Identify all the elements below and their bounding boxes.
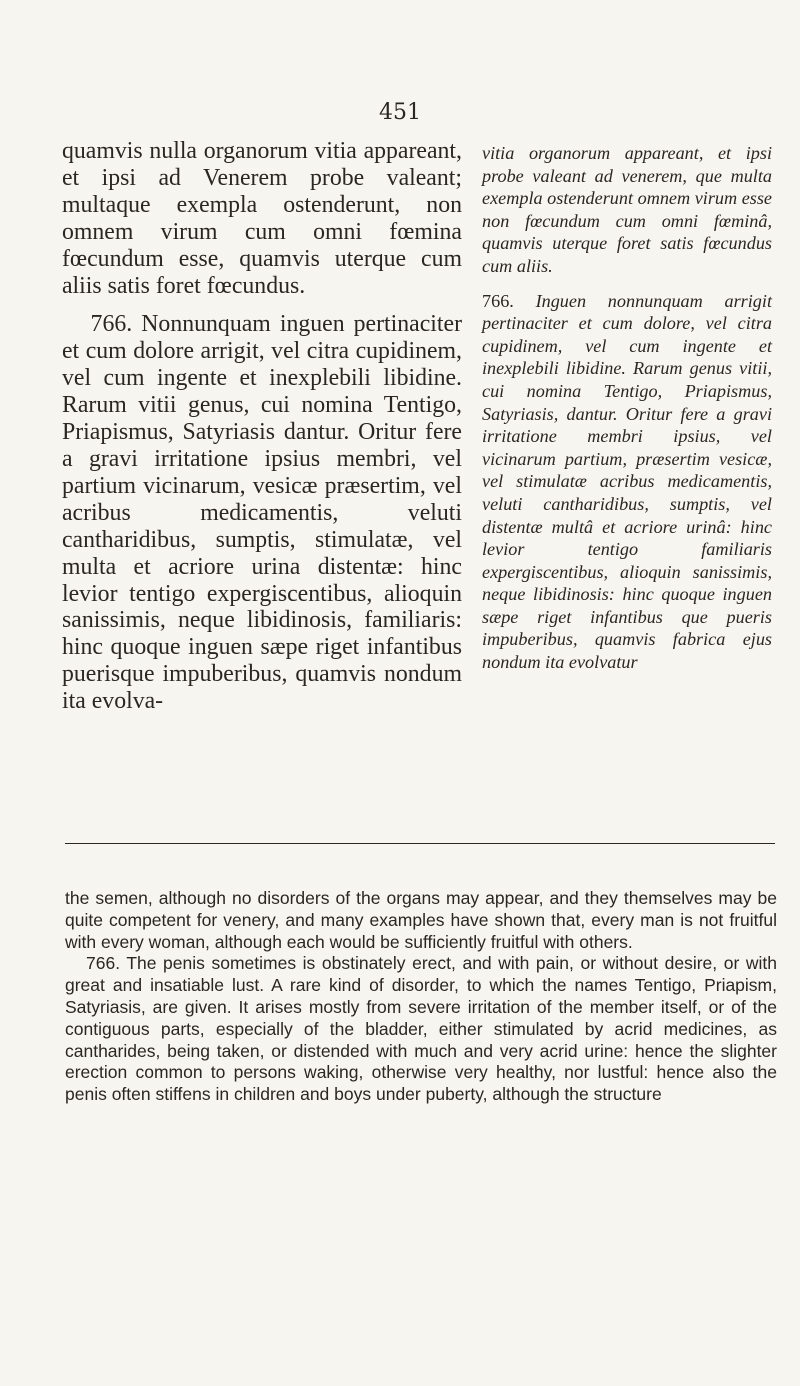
latin-main-section-766: 766. Nonnunquam inguen pertinaciter et cum dolore arrigit, vel citra cupidinem, vel cum ingente et inexplebili libidine. Rarum vitii genus, cui nomina Tentigo, Priapismus, Satyriasis dantur. Oritur fere a gravi irritatione ipsius membri, vel partium vicinarum, vesicæ præsertim, vel acribus medicamentis, veluti cantharidibus, sumptis, stimulatæ, vel multa et acriore urina distentæ: hinc levior tentigo expergiscentibus, alioquin sanissimis, neque libidinosis, familiaris: hinc quoque inguen sæpe riget infantibus puerisque impuberibus, quamvis nondum ita evolva- xyxy=(62,311,462,715)
footnote-divider xyxy=(65,843,775,844)
latin-ordo-section-766 xyxy=(482,290,772,674)
latin-main-column xyxy=(62,138,462,715)
page-number: 451 xyxy=(379,100,421,125)
translation-section-766: 766. The penis sometimes is obstinately erect, and with pain, or without desire, or with great and insatiable lust. A rare kind of disorder, to which the names Tentigo, Priapism, Satyriasis, are given. It arises mostly from severe irritation of the member itself, or of the contiguous parts, especially of the bladder, either stimulated by acrid medicines, as cantharides, being taken, or distended with much and very acrid urine: hence the slighter erection common to persons waking, otherwise very healthy, nor lustful: hence also the penis often stiffens in children and boys under puberty, although the structure xyxy=(65,953,777,1105)
latin-ordo-section-number: 766. xyxy=(482,290,514,311)
latin-ordo-intro: vitia organorum appareant, et ipsi probe valeant ad venerem, que multa exempla ostenderunt omnem virum esse non fœcundum cum omni fœminâ, quamvis uterque foret satis fœcundus cum aliis. xyxy=(482,143,772,276)
english-translation xyxy=(65,888,777,1106)
latin-ordo-section-text: Inguen nonnunquam arrigit pertinaciter et cum dolore, vel citra cupidinem, vel cum ingente et inexplebili libidine. Rarum genus vitii, cui nomina Tentigo, Priapismus, Satyriasis, dantur. Oritur fere a gravi irritatione membri ipsius, vel vicinarum partium, præsertim vesicæ, vel stimulatæ acribus medicamentis, veluti cantharidibus, sumptis, vel distentæ multâ et acriore urinâ: hinc levior tentigo familiaris expergiscentibus, alioquin sanissimis, neque libidinosis: hinc quoque inguen sæpe riget infantibus que pueris impuberibus, quamvis fabrica ejus nondum ita evolvatur xyxy=(482,290,772,673)
latin-main-intro: quamvis nulla organorum vitia appareant, et ipsi ad Venerem probe valeant; multaque exempla ostenderunt, non omnem virum cum omni fœmina fœcundum esse, quamvis uterque cum aliis satis foret fœcundus. xyxy=(62,138,462,299)
latin-ordo-column xyxy=(482,142,772,674)
translation-intro: the semen, although no disorders of the organs may appear, and they themselves may be quite competent for venery, and many examples have shown that, every man is not fruitful with every woman, although each would be sufficiently fruitful with others. xyxy=(65,888,777,952)
